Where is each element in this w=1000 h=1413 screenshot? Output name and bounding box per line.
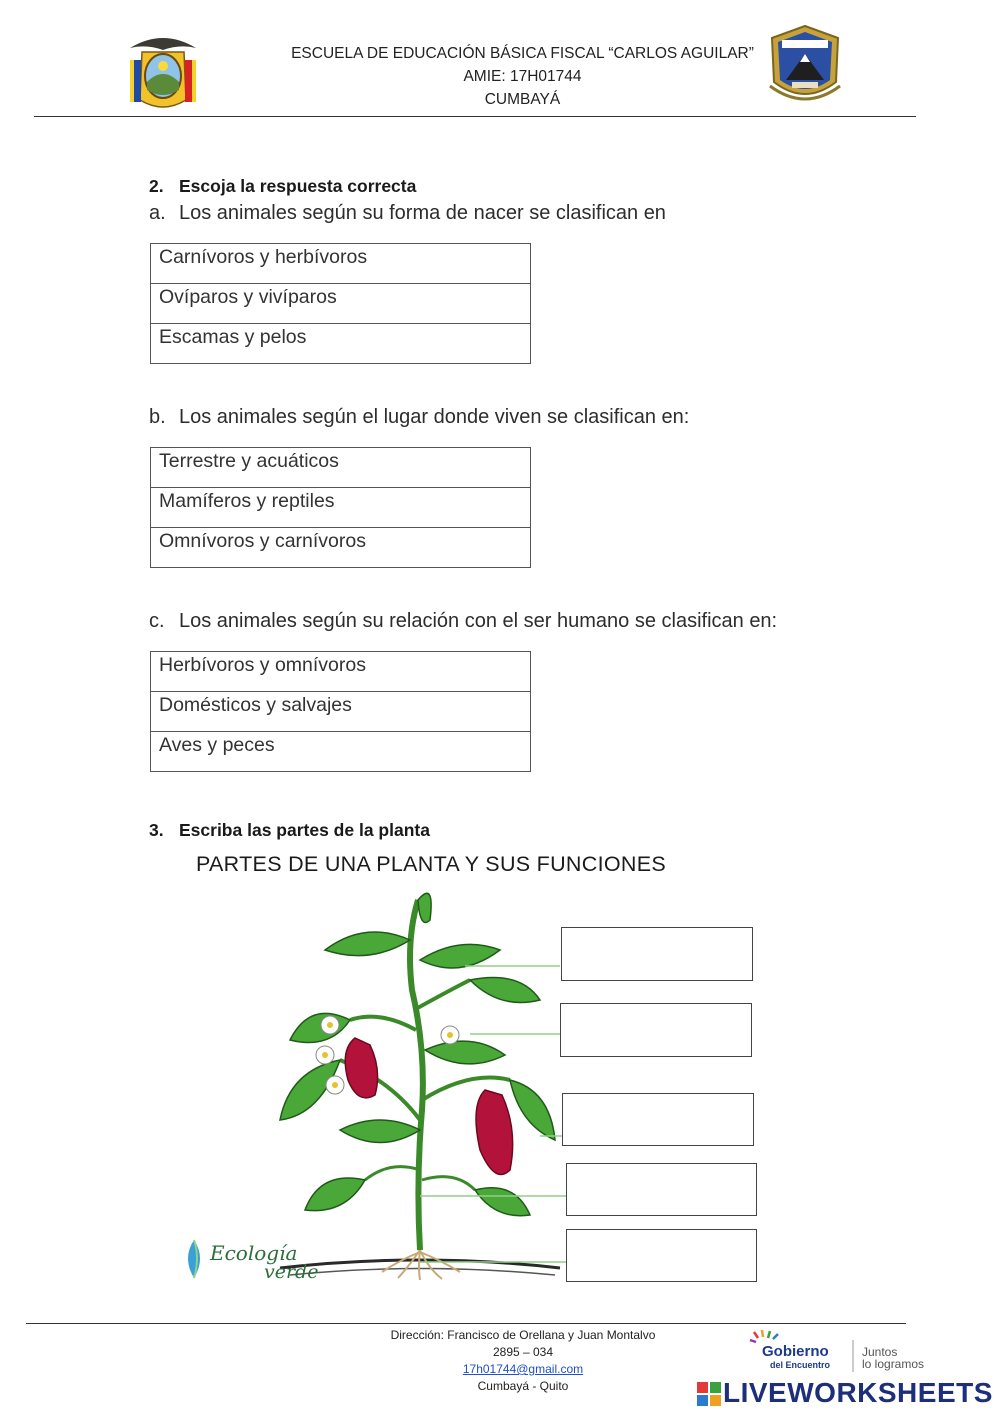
liveworksheets-icon — [697, 1382, 721, 1406]
question-3-title — [149, 820, 430, 841]
plant-part-answer-box[interactable] — [562, 1093, 754, 1146]
gobierno-logo — [748, 1328, 948, 1378]
question-2-text: Escoja la respuesta correcta — [179, 176, 417, 196]
school-emblem — [766, 22, 844, 106]
footer-phone: 2895 – 034 — [492, 1345, 554, 1359]
plant-illustration — [270, 880, 570, 1280]
footer-email-link[interactable]: 17h01744@gmail.com — [462, 1362, 584, 1376]
question-2a-letter: a. — [149, 202, 166, 224]
svg-text:verde: verde — [264, 1261, 319, 1282]
footer-address: Dirección: Francisco de Orellana y Juan Montalvo — [390, 1328, 656, 1342]
question-2c-text: Los animales según su relación con el ser humano se clasifican en: — [179, 610, 778, 632]
question-2-number: 2. — [149, 176, 164, 196]
footer-contact — [370, 1327, 676, 1395]
plant-part-answer-box[interactable] — [561, 927, 753, 981]
svg-text:Ecología: Ecología — [210, 1241, 298, 1265]
question-2-title — [149, 176, 416, 197]
question-3-text: Escriba las partes de la planta — [179, 820, 430, 840]
school-header — [250, 42, 795, 111]
amie-code: AMIE: 17H01744 — [463, 68, 582, 85]
question-2a-options — [150, 243, 531, 364]
question-2b-text: Los animales según el lugar donde viven se clasifican en: — [179, 406, 690, 428]
gov-logo-line1: Gobierno — [762, 1343, 829, 1360]
question-3-number: 3. — [149, 820, 164, 840]
plant-part-answer-box[interactable] — [560, 1003, 752, 1057]
school-location: CUMBAYÁ — [484, 91, 561, 108]
school-name: ESCUELA DE EDUCACIÓN BÁSICA FISCAL “CARLOS AGUILAR” — [291, 45, 754, 62]
plant-part-answer-box[interactable] — [566, 1163, 757, 1216]
option-row[interactable]: Ovíparos y vivíparos — [151, 284, 530, 324]
option-row[interactable]: Mamíferos y reptiles — [151, 488, 530, 528]
question-2b-letter: b. — [149, 406, 166, 428]
question-2b-options — [150, 447, 531, 568]
gov-logo-line2: del Encuentro — [770, 1360, 831, 1370]
gov-slogan-line2: lo logramos — [862, 1357, 925, 1371]
question-2c-options — [150, 651, 531, 772]
option-row[interactable]: Aves y peces — [159, 734, 275, 756]
gov-slogan-line1: Juntos — [862, 1345, 898, 1359]
liveworksheets-watermark — [697, 1376, 997, 1410]
question-2a-text: Los animales según su forma de nacer se clasifican en — [179, 202, 666, 224]
header-divider — [34, 116, 916, 117]
footer-divider — [26, 1323, 906, 1324]
option-row[interactable]: Escamas y pelos — [159, 326, 307, 348]
diagram-title: PARTES DE UNA PLANTA Y SUS FUNCIONES — [196, 852, 666, 876]
question-2b — [149, 406, 689, 429]
ecologia-verde-logo — [182, 1236, 352, 1282]
option-row[interactable]: Domésticos y salvajes — [151, 692, 530, 732]
option-row[interactable]: Carnívoros y herbívoros — [151, 244, 530, 284]
option-row[interactable]: Herbívoros y omnívoros — [151, 652, 530, 692]
option-row[interactable]: Omnívoros y carnívoros — [159, 530, 366, 552]
footer-city: Cumbayá - Quito — [477, 1379, 569, 1393]
plant-part-answer-box[interactable] — [566, 1229, 757, 1282]
question-2c-letter: c. — [149, 610, 165, 632]
ecuador-coat-of-arms — [120, 30, 206, 114]
option-row[interactable]: Terrestre y acuáticos — [151, 448, 530, 488]
liveworksheets-text: LIVEWORKSHEETS — [723, 1377, 993, 1408]
question-2a — [149, 202, 666, 225]
question-2c — [149, 610, 777, 633]
